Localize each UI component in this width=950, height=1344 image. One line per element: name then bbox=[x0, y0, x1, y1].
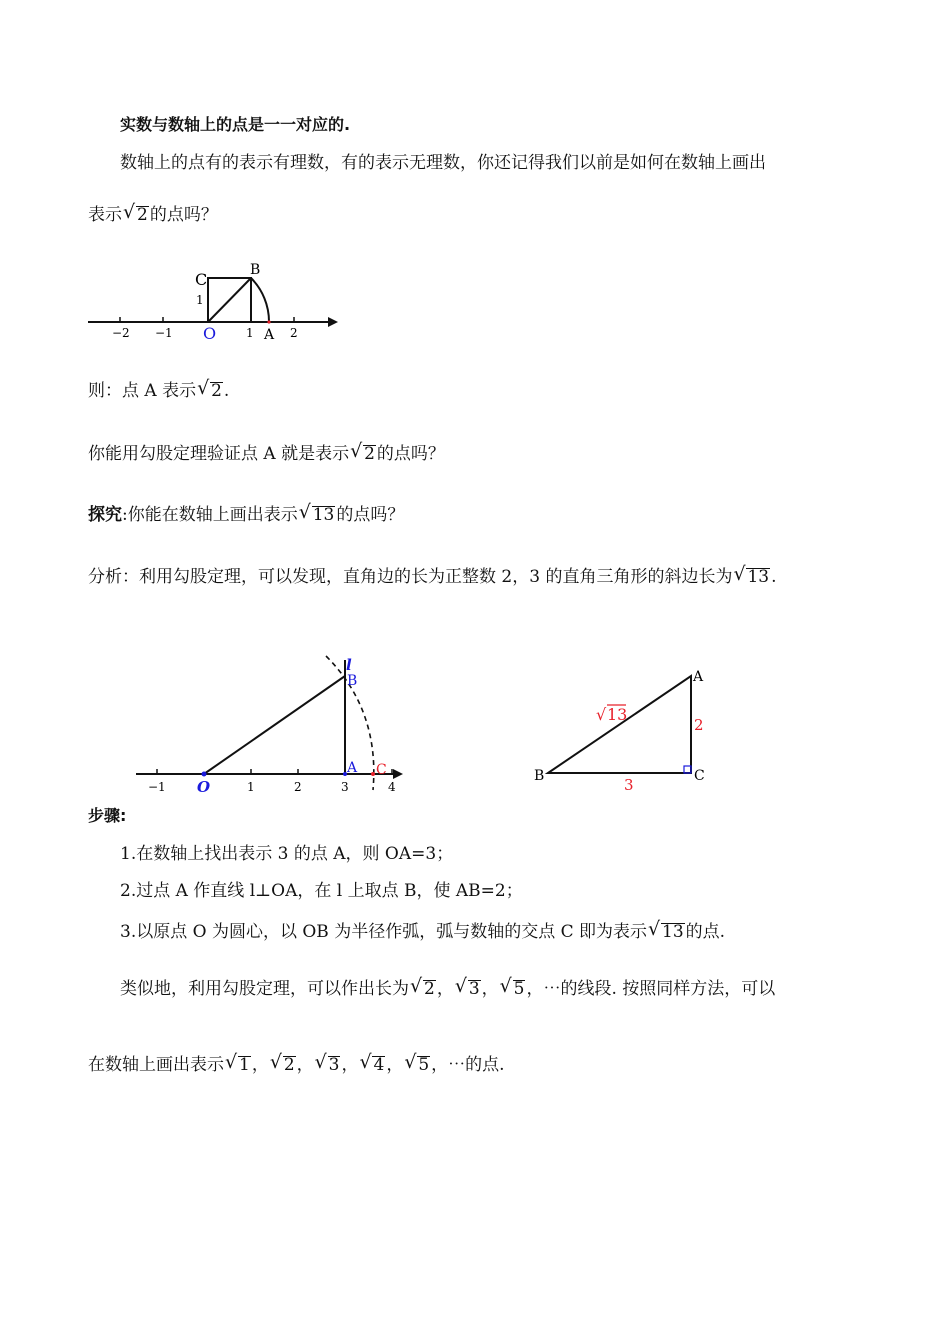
explore-line: 探究:你能在数轴上画出表示√ 13 的点吗？ bbox=[88, 506, 404, 525]
para1-line1: 数轴上的点有的表示有理数，有的表示无理数，你还记得我们以前是如何在数轴上画出 bbox=[120, 153, 766, 173]
hypotenuse-label: 13 bbox=[607, 705, 628, 724]
point-a-label: A bbox=[264, 327, 275, 343]
heading: 实数与数轴上的点是一一对应的. bbox=[120, 115, 351, 134]
final-line: 在数轴上画出表示√ 1 ，√ 2 ，√ 3 ，√ 4 ，√ 5 ，⋯的点. bbox=[88, 1056, 505, 1075]
para1-line2: 表示√ 2 的点吗？ bbox=[88, 206, 218, 225]
side-bc-label: 3 bbox=[624, 776, 634, 794]
sqrt-5: √ 5 bbox=[500, 980, 526, 999]
figure-square-number-line bbox=[80, 255, 350, 350]
sqrt-2: √ 2 bbox=[410, 980, 436, 999]
triangle-abc bbox=[548, 676, 691, 773]
sqrt-3: √ 3 bbox=[315, 1056, 341, 1075]
sqrt-4: √ 4 bbox=[359, 1056, 385, 1075]
sqrt-3: √ 3 bbox=[455, 980, 481, 999]
sqrt-13: √ 13 bbox=[299, 506, 336, 525]
sqrt-2: √ 2 bbox=[123, 206, 149, 225]
steps-title: 步骤: bbox=[88, 806, 127, 825]
sqrt-1: √ 1 bbox=[225, 1056, 251, 1075]
tick-label: 1 bbox=[246, 326, 254, 340]
sqrt-2: √ 2 bbox=[197, 382, 223, 401]
diagonal-ob bbox=[208, 278, 251, 322]
step-1: 1.在数轴上找出表示 3 的点 A，则 OA=3； bbox=[120, 844, 454, 864]
point-c-label: C bbox=[376, 762, 387, 778]
side-ac-label: 2 bbox=[694, 716, 704, 734]
tick-label: 2 bbox=[290, 326, 298, 340]
sqrt-13: √ 13 bbox=[733, 568, 770, 587]
origin-label: O bbox=[203, 324, 217, 343]
line-l-label: l bbox=[346, 656, 352, 674]
point-b-label: B bbox=[347, 673, 358, 689]
side-length-label: 1 bbox=[196, 293, 204, 307]
verify-line: 你能用勾股定理验证点 A 就是表示√ 2 的点吗？ bbox=[88, 445, 445, 464]
sqrt-2: √ 2 bbox=[270, 1056, 296, 1075]
sqrt-5: √ 5 bbox=[404, 1056, 430, 1075]
step-2: 2.过点 A 作直线 l⊥OA，在 l 上取点 B，使 AB=2； bbox=[120, 881, 523, 901]
similar-line: 类似地，利用勾股定理，可以作出长为√ 2 ，√ 3 ，√ 5 ，⋯的线段. 按照同样方法，可以 bbox=[120, 980, 775, 999]
tick-label: 2 bbox=[294, 780, 302, 794]
tick-label: −1 bbox=[155, 326, 173, 340]
step-3: 3.以原点 O 为圆心，以 OB 为半径作弧，弧与数轴的交点 C 即为表示√ 13 的点. bbox=[120, 923, 725, 942]
tick-label: 1 bbox=[247, 780, 255, 794]
segment-ob bbox=[204, 676, 345, 774]
then-line: 则：点 A 表示√ 2 . bbox=[88, 382, 229, 401]
tick-label: 4 bbox=[388, 780, 396, 794]
point-b-label: B bbox=[250, 262, 261, 278]
arc-ba bbox=[251, 278, 269, 322]
point-a-label: A bbox=[693, 669, 704, 685]
tick-label: −1 bbox=[148, 780, 166, 794]
tick-label: −2 bbox=[112, 326, 130, 340]
origin-label: O bbox=[197, 778, 211, 796]
point-c-label: C bbox=[195, 270, 208, 289]
figure-right-triangle bbox=[520, 660, 720, 800]
sqrt-2: √ 2 bbox=[350, 445, 376, 464]
analysis-line: 分析：利用勾股定理，可以发现，直角边的长为正整数 2，3 的直角三角形的斜边长为√ 13 . bbox=[88, 568, 777, 587]
sqrt-13: √ 13 bbox=[648, 923, 685, 942]
right-angle-mark bbox=[684, 766, 691, 773]
tick-label: 3 bbox=[341, 780, 349, 794]
point-b-label: B bbox=[534, 768, 545, 784]
figure-construction bbox=[130, 650, 420, 800]
point-a-label: A bbox=[347, 760, 358, 776]
hypotenuse-sqrt-sign: √ bbox=[596, 705, 607, 724]
point-c-label: C bbox=[694, 768, 705, 784]
